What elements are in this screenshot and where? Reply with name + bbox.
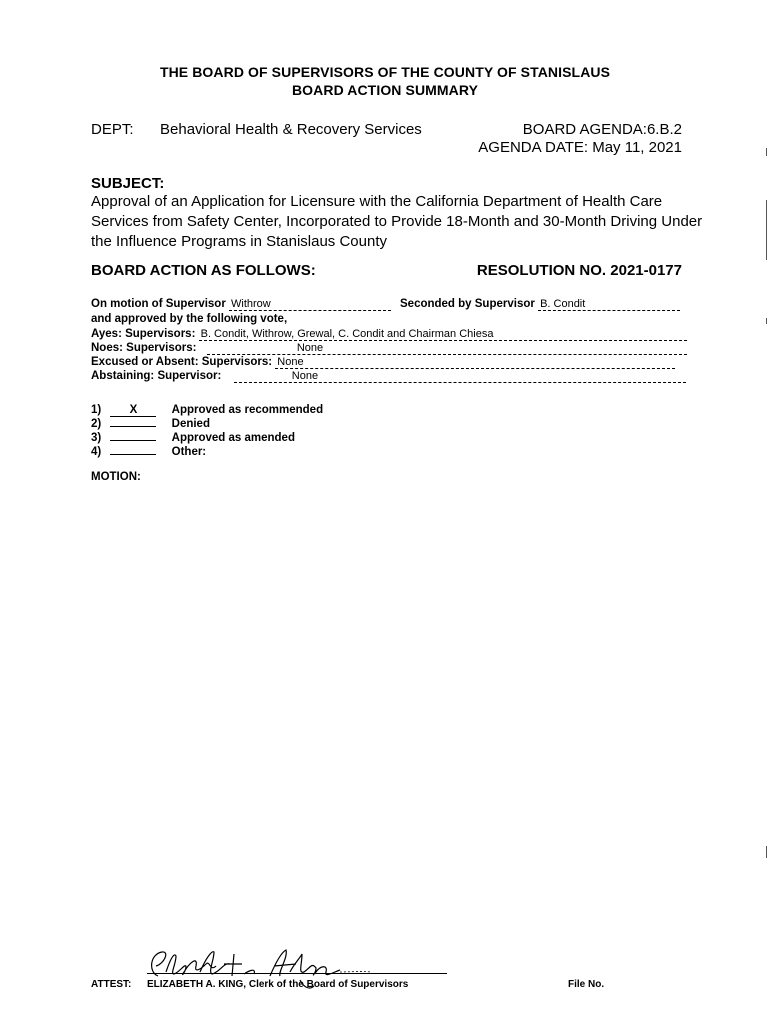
option-mark: X [110,404,156,417]
scan-artifact [766,846,767,858]
resolution-number: RESOLUTION NO. 2021-0177 [476,262,682,279]
signature-line [147,973,447,974]
option-4 [91,446,206,458]
option-number: 2) [91,418,102,430]
file-number: File No. [568,979,605,990]
excused-label: Excused or Absent: Supervisors: [91,356,273,368]
subject-label: SUBJECT: [91,175,165,192]
attest-signer: ELIZABETH A. KING, Clerk of the Board of Supervisors [147,979,409,990]
abstaining-value: None [234,370,686,383]
abstaining-line [91,370,686,383]
header-subtitle: BOARD ACTION SUMMARY [291,82,479,98]
option-number: 3) [91,432,102,444]
scan-artifact [766,148,767,156]
option-number: 4) [91,446,102,458]
option-mark [110,440,156,441]
motion-value: Withrow [229,298,391,311]
header-title: THE BOARD OF SUPERVISORS OF THE COUNTY OF STANISLAUS [159,64,611,80]
option-label: Approved as amended [171,432,295,444]
option-1 [91,404,323,417]
ayes-value: B. Condit, Withrow, Grewal, C. Condit and Chairman Chiesa [199,328,687,341]
seconded-label: Seconded by Supervisor [400,298,535,310]
option-label: Denied [171,418,210,430]
subject-text: Approval of an Application for Licensure with the California Department of Health Care Services from Safety Center, Incorporated to Provide 18-Month and 30-Month Driving Under the Influence Programs in Stanislaus County [91,193,703,250]
seconded-value: B. Condit [538,298,680,311]
motion-label: MOTION: [91,471,141,483]
scan-artifact [766,318,767,324]
seconded-line [400,298,680,311]
option-mark [110,454,156,455]
motion-label: On motion of Supervisor [91,298,226,310]
excused-line [91,356,675,369]
board-agenda: BOARD AGENDA:6.B.2 [522,121,682,138]
agenda-date: AGENDA DATE: May 11, 2021 [478,139,682,156]
noes-label: Noes: Supervisors: [91,342,197,354]
option-2 [91,418,210,430]
ayes-line [91,328,687,341]
attest-label: ATTEST: [91,979,132,990]
option-label: Approved as recommended [171,404,324,416]
dept-value: Behavioral Health & Recovery Services [160,121,422,138]
board-action-label: BOARD ACTION AS FOLLOWS: [91,262,316,279]
option-label: Other: [171,446,207,458]
option-number: 1) [91,404,102,416]
excused-value: None [275,356,675,369]
dept-label: DEPT: [91,121,134,138]
option-mark [110,426,156,427]
option-3 [91,432,295,444]
noes-value: None [207,342,687,355]
motion-line [91,298,391,311]
approved-vote-line: and approved by the following vote, [91,313,288,325]
noes-line [91,342,687,355]
scan-artifact [766,200,767,260]
abstaining-label: Abstaining: Supervisor: [91,370,222,382]
ayes-label: Ayes: Supervisors: [91,328,196,340]
